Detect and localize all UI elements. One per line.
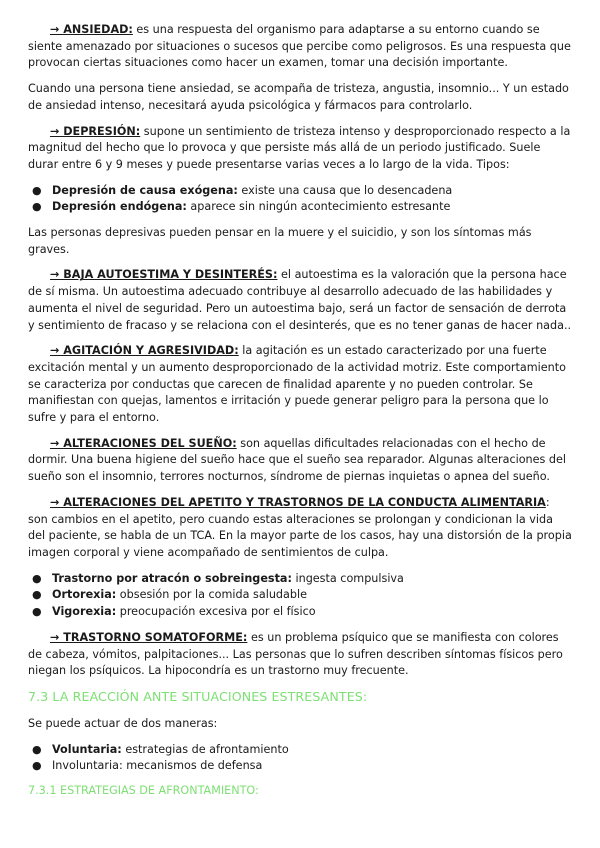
- list-item-text: ingesta compulsiva: [291, 571, 404, 585]
- apetito-types-list: [28, 571, 572, 621]
- section-intro: Se puede actuar de dos maneras:: [28, 716, 218, 730]
- somatoforme-term: → TRASTORNO SOMATOFORME:: [50, 630, 248, 644]
- autoestima-text: el autoestima es la valoración que la persona hace de sí misma. Un autoestima adecuado contribuye al desarrollo adecuado de las habilidades y aumenta el nivel de seguridad. Pero un autoestima bajo, será un factor de sensación de derrota y sentimiento de fracaso y se relaciona con el desinterés, que es no tener ganas de hacer nada..: [28, 268, 572, 332]
- list-item-text: obsesión por la comida saludable: [116, 588, 307, 602]
- list-item: [28, 604, 572, 621]
- apetito-term: → ALTERACIONES DEL APETITO Y TRASTORNOS DE LA CONDUCTA ALIMENTARIA: [50, 495, 546, 509]
- depresion-note: Las personas depresivas pueden pensar en la muere y el suicidio, y son los síntomas más graves.: [28, 226, 532, 256]
- autoestima-term: → BAJA AUTOESTIMA Y DESINTERÉS:: [50, 268, 278, 282]
- apetito-paragraph: [28, 495, 572, 562]
- list-item: [28, 758, 572, 775]
- list-item-label: Voluntaria:: [52, 742, 122, 756]
- somatoforme-paragraph: [28, 630, 572, 680]
- ansiedad-text: es una respuesta del organismo para adaptarse a su entorno cuando se siente amenazado por situaciones o sucesos que percibe como peligrosos. Es una respuesta que provocan ciertas situaciones como hacer un examen, tomar una decisión importante.: [28, 23, 571, 70]
- depresion-term: → DEPRESIÓN:: [50, 124, 141, 138]
- list-item: [28, 587, 572, 604]
- list-item-label: Vigorexia:: [52, 605, 117, 619]
- agitacion-term: → AGITACIÓN Y AGRESIVIDAD:: [50, 344, 239, 358]
- list-item-label: Depresión de causa exógena:: [52, 183, 238, 197]
- list-item: [28, 199, 572, 216]
- list-item-text: preocupación excesiva por el físico: [116, 605, 316, 619]
- list-item-label: Trastorno por atracón o sobreingesta:: [52, 571, 292, 585]
- agitacion-text: la agitación es un estado caracterizado por una fuerte excitación mental y un aumento desproporcionado de la actividad motriz. Este comportamiento se caracteriza por conductas que carecen de finalidad aparente y no pueden controlar. Se manifiestan con quejas, lamentos e irritación y puede generar peligro para la persona que lo sufre y para el entorno.: [28, 344, 566, 425]
- list-item: [28, 571, 572, 588]
- apetito-text: : son cambios en el apetito, pero cuando estas alteraciones se prolongan y condicionan la vida del paciente, se habla de un TCA. En la mayor parte de los casos, hay una distorsión de la propia imagen corporal y viene acompañado de sentimientos de culpa.: [28, 495, 572, 559]
- ansiedad-paragraph: [28, 22, 572, 72]
- sueno-paragraph: [28, 436, 572, 486]
- depresion-text: supone un sentimiento de tristeza intenso y desproporcionado respecto a la magnitud del hecho que lo provoca y que persiste más allá de un periodo justificado. Suele durar entre 6 y 9 meses y puede presentarse varias veces a lo largo de la vida. Tipos:: [28, 124, 571, 171]
- ansiedad-term: → ANSIEDAD:: [50, 23, 133, 36]
- list-item: [28, 742, 572, 759]
- list-item-text: aparece sin ningún acontecimiento estresante: [186, 200, 451, 214]
- list-item-label: Depresión endógena:: [52, 200, 187, 214]
- list-item-text: estrategias de afrontamiento: [121, 742, 289, 756]
- sueno-term: → ALTERACIONES DEL SUEÑO:: [50, 436, 237, 450]
- subsection-heading: 7.3.1 ESTRATEGIAS DE AFRONTAMIENTO:: [28, 784, 259, 798]
- agitacion-paragraph: [28, 343, 572, 427]
- reaction-types-list: [28, 742, 572, 775]
- section-heading: 7.3 LA REACCIÓN ANTE SITUACIONES ESTRESANTES:: [28, 688, 368, 704]
- bullet-icon: ●: [32, 200, 42, 214]
- somatoforme-text: es un problema psíquico que se manifiesta con colores de cabeza, vómitos, palpitaciones... Las personas que lo sufren describen síntomas físicos pero niegan los psíquicos. La hipocondría es un trastorno muy frecuente.: [28, 630, 563, 678]
- sueno-text: son aquellas dificultades relacionadas con el hecho de dormir. Una buena higiene del sueño hace que el sueño sea reparador. Algunas alteraciones del sueño son el insomnio, terrores nocturnos, síndrome de piernas inquietas o apnea del sueño.: [28, 436, 567, 484]
- depresion-paragraph: [28, 124, 572, 174]
- list-item-text: existe una causa que lo desencadena: [237, 183, 453, 197]
- autoestima-paragraph: [28, 267, 572, 334]
- bullet-icon: ●: [32, 571, 42, 585]
- bullet-icon: ●: [32, 588, 42, 602]
- bullet-icon: ●: [32, 759, 42, 773]
- ansiedad-note: Cuando una persona tiene ansiedad, se acompaña de tristeza, angustia, insomnio... Y un estado de ansiedad intenso, necesitará ayuda psicológica y fármacos para controlarlo.: [28, 82, 569, 112]
- bullet-icon: ●: [32, 742, 42, 756]
- list-item-label: Ortorexia:: [52, 588, 117, 602]
- bullet-icon: ●: [32, 183, 42, 197]
- bullet-icon: ●: [32, 605, 42, 619]
- list-item: [28, 183, 572, 200]
- list-item-text: Involuntaria: mecanismos de defensa: [52, 759, 263, 773]
- depresion-types-list: [28, 183, 572, 216]
